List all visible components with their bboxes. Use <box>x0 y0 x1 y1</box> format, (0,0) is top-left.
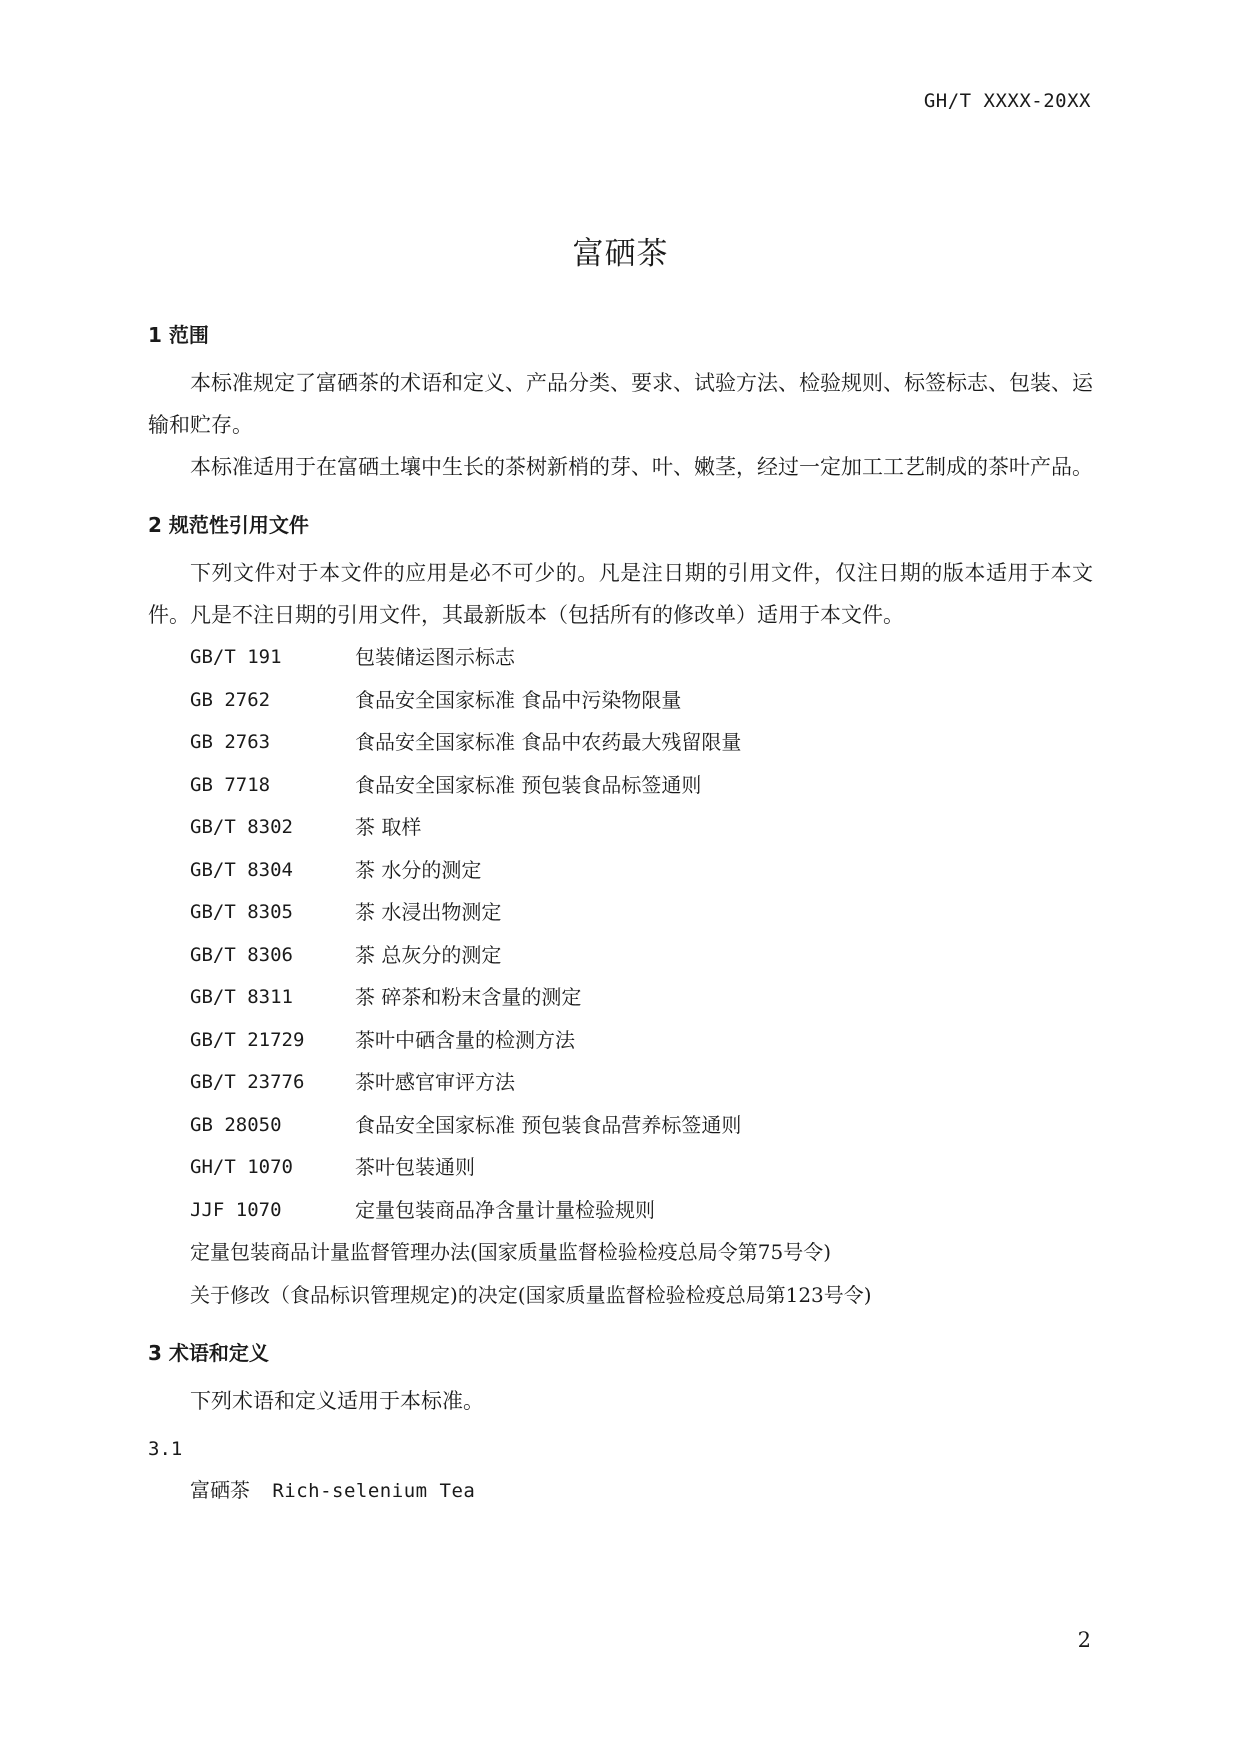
reference-title: 茶叶中硒含量的检测方法 <box>355 1027 575 1052</box>
reference-item <box>148 1061 1093 1104</box>
reference-item <box>148 976 1093 1019</box>
extra-reference: 定量包装商品计量监督管理办法(国家质量监督检验检疫总局令第75号令) <box>190 1240 832 1264</box>
reference-item <box>148 764 1093 807</box>
scope-paragraph-2: 本标准适用于在富硒土壤中生长的茶树新梢的芽、叶、嫩茎，经过一定加工工艺制成的茶叶产品。 <box>190 455 1093 479</box>
term-chinese: 富硒茶 <box>190 1478 250 1502</box>
document-code: GH/T XXXX-20XX <box>923 90 1091 112</box>
reference-title: 食品安全国家标准 预包装食品标签通则 <box>355 772 702 797</box>
reference-title: 食品安全国家标准 食品中农药最大残留限量 <box>355 730 742 754</box>
reference-item <box>148 721 1093 764</box>
reference-code: GB 2763 <box>190 731 271 753</box>
reference-title: 茶 总灰分的测定 <box>355 942 502 967</box>
reference-code: GB 7718 <box>190 773 271 796</box>
reference-code: GH/T 1070 <box>190 1156 293 1178</box>
section-terms <box>148 1338 1093 1510</box>
term-english: Rich-selenium Tea <box>272 1480 476 1502</box>
reference-code: GB/T 8304 <box>190 858 293 881</box>
reference-item <box>148 679 1093 722</box>
reference-title: 茶叶感官审评方法 <box>355 1070 515 1094</box>
reference-title: 茶叶包装通则 <box>355 1155 475 1179</box>
reference-code: GB/T 8311 <box>190 986 293 1008</box>
reference-title: 包装储运图示标志 <box>355 645 515 669</box>
section-normative-references <box>148 510 1093 1316</box>
reference-item <box>148 1146 1093 1189</box>
reference-list <box>148 636 1093 1231</box>
scope-paragraph-1: 本标准规定了富硒茶的术语和定义、产品分类、要求、试验方法、检验规则、标签标志、包装、运输和贮存。 <box>148 371 1093 437</box>
reference-item <box>148 1189 1093 1232</box>
reference-title: 定量包装商品净含量计量检验规则 <box>355 1197 655 1222</box>
normative-intro: 下列文件对于本文件的应用是必不可少的。凡是注日期的引用文件，仅注日期的版本适用于本文件。凡是不注日期的引用文件，其最新版本（包括所有的修改单）适用于本文件。 <box>148 561 1093 627</box>
reference-code: GB 28050 <box>190 1113 282 1136</box>
section-heading-normative: 2 规范性引用文件 <box>148 513 309 537</box>
section-heading-scope: 1 范围 <box>148 323 209 347</box>
reference-item <box>148 934 1093 977</box>
section-heading-terms: 3 术语和定义 <box>148 1341 269 1365</box>
reference-code: GB/T 191 <box>190 646 282 668</box>
reference-item <box>148 891 1093 934</box>
reference-code: GB/T 8306 <box>190 943 293 966</box>
reference-title: 茶 水浸出物测定 <box>355 900 502 924</box>
section-scope <box>148 320 1093 488</box>
reference-item <box>148 806 1093 849</box>
reference-title: 食品安全国家标准 食品中污染物限量 <box>355 687 682 712</box>
term-entry <box>148 1470 1093 1510</box>
reference-title: 茶 取样 <box>355 815 422 839</box>
reference-code: GB/T 21729 <box>190 1028 305 1051</box>
reference-item <box>148 636 1093 679</box>
reference-title: 茶 碎茶和粉末含量的测定 <box>355 985 582 1009</box>
document-body <box>148 320 1093 1510</box>
page-number: 2 <box>1077 1628 1091 1652</box>
reference-title: 食品安全国家标准 预包装食品营养标签通则 <box>355 1112 742 1137</box>
extra-reference: 关于修改（食品标识管理规定)的决定(国家质量监督检验检疫总局第123号令) <box>190 1282 872 1307</box>
reference-title: 茶 水分的测定 <box>355 857 482 882</box>
reference-code: GB/T 8302 <box>190 816 293 838</box>
reference-code: GB/T 8305 <box>190 901 293 923</box>
reference-item <box>148 849 1093 892</box>
term-number: 3.1 <box>148 1438 183 1460</box>
terms-intro: 下列术语和定义适用于本标准。 <box>190 1389 484 1413</box>
reference-item <box>148 1104 1093 1147</box>
reference-code: GB 2762 <box>190 688 271 711</box>
reference-code: GB/T 23776 <box>190 1071 305 1093</box>
reference-code: JJF 1070 <box>190 1198 282 1221</box>
reference-item <box>148 1019 1093 1062</box>
document-title: 富硒茶 <box>572 236 669 272</box>
